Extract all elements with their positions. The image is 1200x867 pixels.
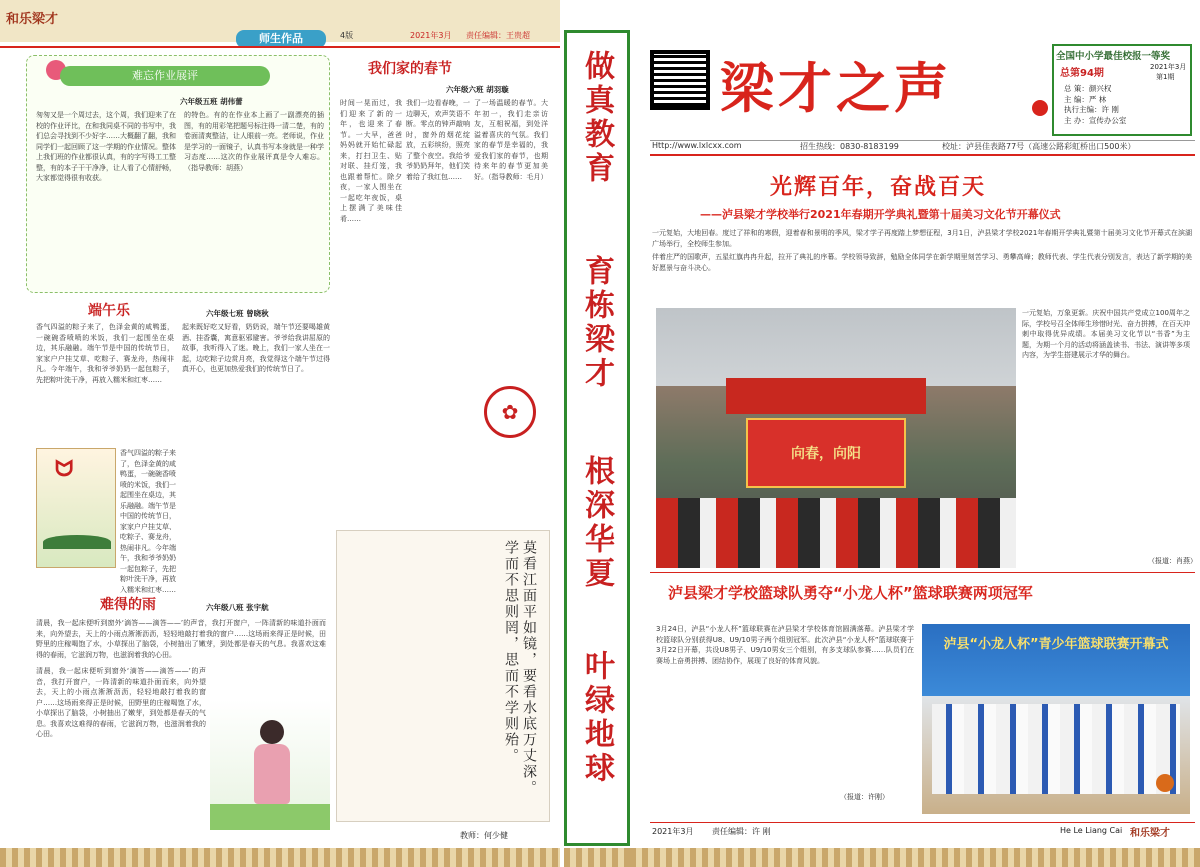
left-rule bbox=[0, 46, 560, 48]
article4-title: 我们家的春节 bbox=[368, 61, 452, 77]
article4-col1: 时间一晃而过，我们迎来了新的一年，也迎来了春节。一大早，爸爸妈妈就开始忙碌起来，打扫卫生、贴对联、挂灯笼，我也跟着帮忙。除夕夜，一家人围坐在一起吃年夜饭，桌上摆满了美味佳肴…… bbox=[340, 99, 402, 223]
calligraphy-text: 莫看江面平如镜，要看水底万丈深。学而不思则罔，思而不学则殆。 bbox=[503, 540, 537, 796]
basketball-icon bbox=[1156, 774, 1174, 792]
info-line: 主 办：宣传办公室 bbox=[1064, 115, 1127, 125]
article4-col2: 我们一边看春晚，一边聊天，欢声笑语不断。零点的钟声敲响时，窗外的烟花绽放，五彩缤纷，照亮了整个夜空。我给爷爷奶奶拜年，他们笑着给了我红包…… bbox=[406, 99, 470, 181]
sub-issue: 第1期 bbox=[1156, 73, 1175, 81]
article3-author: 六年级八班 张宇航 bbox=[206, 603, 269, 612]
boat-icon bbox=[43, 535, 111, 549]
slogan-2: 育栋梁才 bbox=[579, 255, 614, 391]
side-article-1-credit: （报道：肖燕） bbox=[1148, 557, 1197, 565]
grass-icon bbox=[210, 804, 330, 830]
info-line: 总 策：颜兴权 bbox=[1064, 84, 1112, 93]
article2-author: 六年级七班 曾晓秋 bbox=[206, 309, 269, 318]
address: 校址：泸县佳表路77号（高速公路彩虹桥出口500米） bbox=[942, 142, 1136, 151]
website-link[interactable]: Http://www.lxlcxx.com bbox=[652, 141, 742, 150]
paper-cut-fu-icon: ✿ bbox=[484, 386, 536, 438]
left-editor: 责任编辑：王贵超 bbox=[466, 31, 530, 40]
body-1: 伴着庄严的国歌声，五星红旗冉冉升起，拉开了典礼的序幕。学校领导致辞，勉励全体同学在新学期里刻苦学习、勇攀高峰；教师代表、学生代表分别发言，表达了新学期的美好愿景与奋斗决心。 bbox=[652, 253, 1192, 272]
body-2-credit: （报道：许刚） bbox=[840, 793, 889, 801]
basketball-team-photo bbox=[922, 624, 1190, 814]
headline-2: 泸县梁才学校篮球队勇夺“小龙人杯”篮球联赛两项冠军 bbox=[668, 584, 1033, 602]
hotline: 招生热线：0830-8183199 bbox=[800, 142, 899, 151]
girl-hair-icon bbox=[260, 720, 284, 744]
ceremony-banner bbox=[726, 378, 926, 414]
dragon-boat-illustration bbox=[36, 448, 116, 568]
left-date: 2021年3月 bbox=[410, 31, 452, 40]
article3-body-top: 清晨，我一起床便听到窗外‘滴答——滴答——’的声音，我打开窗户，一阵清新的味道扑面而来，向外望去，天上的小雨点淅淅沥沥，轻轻地敲打着我的窗户……这场雨来得正是时候，田野里的庄稼喝饱了水，小草探出了脑袋，小树抽出了嫩芽，到处都是春天的气息。我喜欢这难得的春雨，它滋润万物，也滋润着我的心田。 bbox=[36, 619, 326, 659]
masthead-info-list bbox=[1064, 84, 1126, 126]
right-footer-decoration bbox=[630, 848, 1200, 867]
students-crowd bbox=[656, 498, 1016, 568]
article1-col2: 的特色。有的在作业本上画了一副漂亮的插图，有的用彩笔把题号标注得一清二楚，有的卷面清爽整洁，让人眼前一亮。老师说，作业是学习的一面镜子，认真书写本身就是一种学习态度……这次的作业展评真是令人难忘。（指导教师：胡燕） bbox=[184, 111, 324, 172]
left-footer-decoration bbox=[0, 848, 560, 867]
lead-1: 一元复始，大地回春。度过了祥和的寒假，迎着春和景明的季风，梁才学子再度踏上梦想征程，3月1日，泸县梁才学校2021年春期开学典礼暨第十届美习文化节开幕式在滨湖广场举行，全校师生参加。 bbox=[652, 229, 1192, 248]
section-badge: 师生作品 bbox=[236, 30, 326, 48]
footer-editor: 责任编辑：许 刚 bbox=[712, 827, 771, 836]
left-brand: 和乐梁才 bbox=[6, 12, 59, 27]
article3-title: 难得的雨 bbox=[100, 597, 156, 613]
ceremony-stage: 向春，向阳 bbox=[746, 418, 906, 488]
body-2: 3月24日，泸县“小龙人杯”篮球联赛在泸县梁才学校体育馆圆满落幕。泸县梁才学校篮球队分别获得U8、U9/10男子两个组别冠军。此次泸县“小龙人杯”篮球联赛于3月22日开幕，共设U8男子、U9/10男女三个组别，有多支球队参赛……队员们在赛场上奋勇拼搏、团结协作，展现了良好的体育风貌。 bbox=[656, 625, 914, 665]
girl-dress-icon bbox=[254, 744, 290, 804]
slogan-1: 做真教育 bbox=[579, 50, 614, 186]
article2-col2: 起来既好吃又好看，奶奶说，端午节还要喝雄黄酒、挂香囊，寓意驱邪避害。爷爷给我讲屈原的故事，我听得入了迷。晚上，我们一家人坐在一起，边吃粽子边赏月亮，我觉得这个端午节过得真开心，也更加热爱我们的传统节日了。 bbox=[182, 323, 330, 373]
masthead-rule bbox=[650, 154, 1195, 156]
spine-footer-decoration bbox=[564, 848, 630, 867]
award-text: 全国中小学最佳校报一等奖 bbox=[1056, 51, 1171, 62]
article1-col1: 匆匆又是一个周过去，这个周，我们迎来了在校的作业评比，在和我同桌不同的书写中，我们总会寻找到不少好字……大概翻了翻，我和同学们一起回顾了这一学期的作业情况。整体上我们班的作业都很认真，有的字写得工工整整，有的本子干干净净，让人看了心情舒畅，大家都觉得很有收获。 bbox=[36, 111, 176, 182]
footer-date: 2021年3月 bbox=[652, 827, 694, 836]
article2-col1: 香气四溢的粽子来了，色泽金黄的咸鸭蛋，一碗碗香喷喷的米饭，我们一起围坐在桌边，其乐融融。端午节是中国的传统节日，家家户户挂艾草、吃粽子、赛龙舟，热闹非凡。今年端午，我和爷爷奶奶一起包粽子，先把粽叶洗干净，再放入糯米和红枣…… bbox=[36, 323, 174, 384]
article2-title: 端午乐 bbox=[88, 303, 130, 319]
subhead-1: ——泸县梁才学校举行2021年春期开学典礼暨第十届美习文化节开幕仪式 bbox=[700, 208, 1061, 221]
basketball-players bbox=[932, 704, 1180, 794]
girl-illustration bbox=[210, 700, 330, 830]
calligraphy-credit: 教师：何少健 bbox=[460, 831, 508, 840]
article1-author: 六年级五班 胡伟蕾 bbox=[180, 97, 243, 106]
footer-pinyin: He Le Liang Cai bbox=[1060, 826, 1123, 835]
slogan-3: 根深华夏 bbox=[579, 455, 614, 591]
slogan-4: 叶绿地球 bbox=[579, 650, 614, 786]
masthead: 梁才之声 bbox=[720, 56, 952, 120]
dragon-boat-calligraphy-icon: ᗢ bbox=[55, 457, 74, 482]
article1-title: 难忘作业展评 bbox=[60, 66, 270, 86]
side-article-1: 一元复始，万象更新。庆祝中国共产党成立100周年之际，学校号召全体师生珍惜时光、奋力拼搏，在百天冲刺中取得优异成绩。本届美习文化节以“书香”为主题，为期一个月的活动将涵盖读书、书法、演讲等多项内容，为学生搭建展示才华的舞台。 bbox=[1022, 309, 1190, 359]
masthead-seal-icon bbox=[1032, 100, 1048, 116]
article4-author: 六年级六班 胡羽璇 bbox=[446, 85, 509, 94]
article2-col1b: 香气四溢的粽子来了，色泽金黄的咸鸭蛋，一碗碗香喷喷的米饭，我们一起围坐在桌边，其乐融融。端午节是中国的传统节日，家家户户挂艾草、吃粽子、赛龙舟，热闹非凡。今年端午，我和爷爷奶奶一起包粽子，先把粽叶洗干净，再放入糯米和红枣…… bbox=[120, 449, 176, 594]
info-line: 执行主编：许 刚 bbox=[1064, 105, 1119, 114]
info-line: 主 编：严 林 bbox=[1064, 94, 1107, 104]
opening-ceremony-photo bbox=[656, 308, 1016, 568]
issue-date: 2021年3月 bbox=[1150, 63, 1187, 71]
basketball-banner: 泸县“小龙人杯”青少年篮球联赛开幕式 bbox=[943, 637, 1169, 652]
left-page-no: 4版 bbox=[340, 31, 354, 40]
headline-1: 光辉百年，奋战百天 bbox=[770, 175, 987, 200]
qr-code-icon[interactable] bbox=[650, 50, 710, 110]
article3-body: 清晨，我一起床便听到窗外‘滴答——滴答——’的声音，我打开窗户，一阵清新的味道扑面而来，向外望去，天上的小雨点淅淅沥沥，轻轻地敲打着我的窗户……这场雨来得正是时候，田野里的庄稼喝饱了水，小草探出了脑袋，小树抽出了嫩芽，到处都是春天的气息。我喜欢这难得的春雨，它滋润万物，也滋润着我的心田。 bbox=[36, 667, 206, 738]
article4-col3: 了一场温暖的春节。大年初一，我们走亲访友，互相祝福，到处洋溢着喜庆的气氛。我们家的春节是幸福的，我爱我们家的春节，也期待来年的春节更加美好。（指导教师：毛月） bbox=[474, 99, 548, 181]
footer-rule bbox=[650, 822, 1195, 823]
issue-number: 总第94期 bbox=[1060, 68, 1104, 79]
footer-brand: 和乐梁才 bbox=[1130, 828, 1170, 839]
section-rule bbox=[650, 572, 1195, 573]
